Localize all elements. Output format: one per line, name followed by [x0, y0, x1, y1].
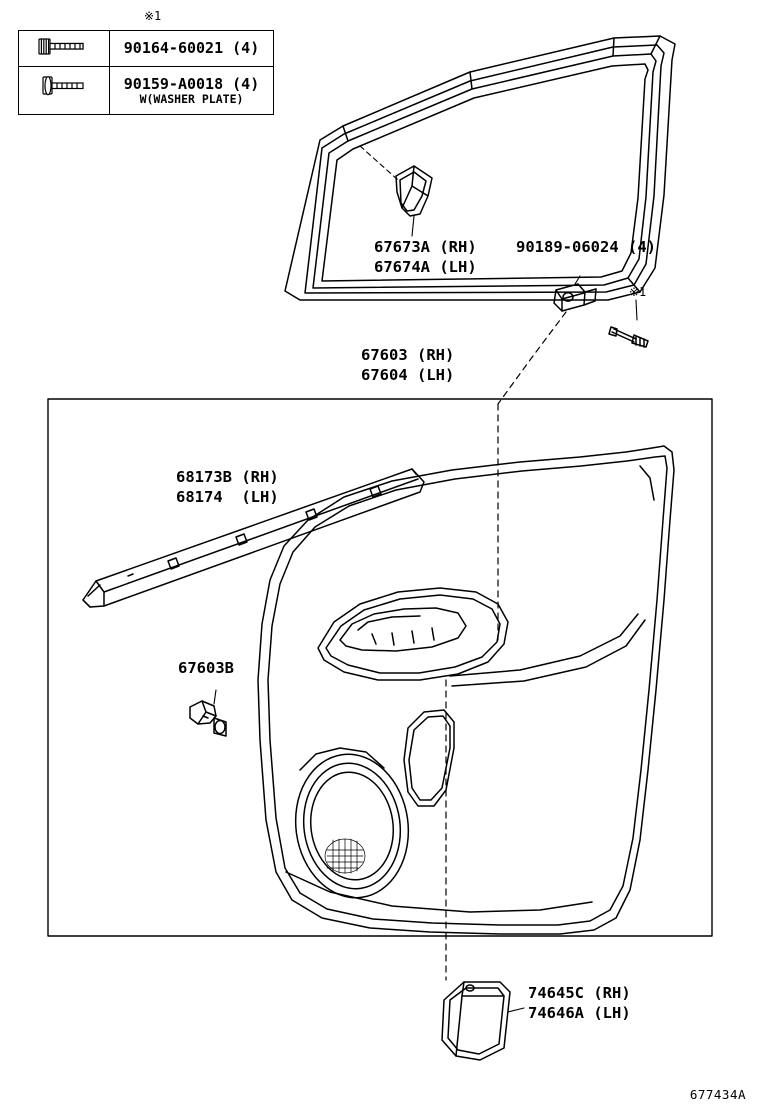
callout-belt-moulding-rh: 68173B (RH): [176, 468, 279, 486]
part-number-text: 90164-60021 (4): [123, 39, 260, 57]
callout-trim-board-lh: 67604 (LH): [361, 366, 455, 384]
callout-garnish-lh: 67674A (LH): [374, 258, 477, 276]
callout-lower-garnish-rh: 74645C (RH): [528, 984, 631, 1002]
callout-garnish-rh: 67673A (RH): [374, 238, 477, 256]
asterisk-mark-middle: ※1: [629, 285, 647, 299]
part-number-text: 90159-A0018 (4): [123, 74, 260, 93]
callout-trim-board-rh: 67603 (RH): [361, 346, 455, 364]
part-note-text: W(WASHER PLATE): [139, 91, 244, 106]
asterisk-mark-top: ※1: [144, 9, 162, 23]
callout-lower-garnish-lh: 74646A (LH): [528, 1004, 631, 1022]
callout-belt-moulding-lh: 68174 (LH): [176, 488, 279, 506]
callout-trim-clip: 67603B: [178, 659, 234, 677]
callout-clip-90189: 90189-06024 (4): [516, 238, 656, 256]
diagram-footer-code: 677434A: [689, 1087, 746, 1102]
